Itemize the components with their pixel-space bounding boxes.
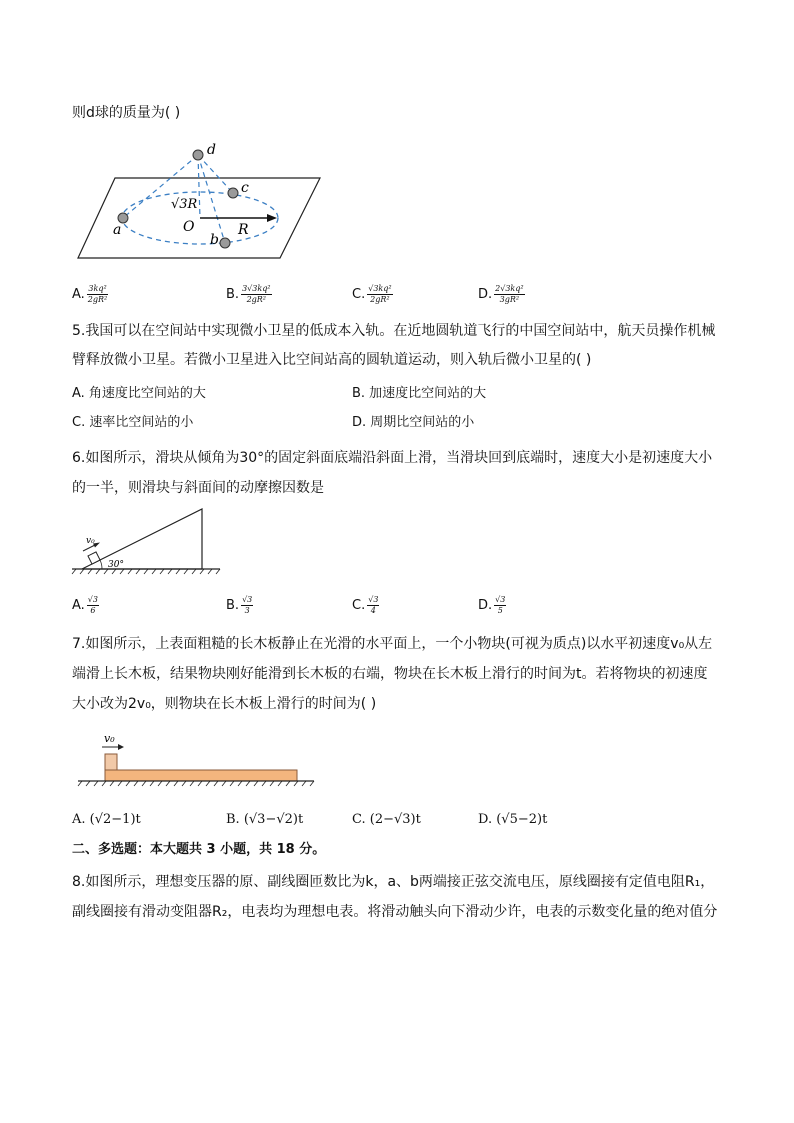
q5-option-c[interactable]: C. 速率比空间站的小 bbox=[72, 415, 194, 430]
q7-option-c[interactable]: C. (2−√3)t bbox=[352, 812, 421, 827]
q6-option-d[interactable]: D. $\frac{√3}{5}$ bbox=[478, 595, 506, 615]
q6-label-v0: v₀ bbox=[86, 536, 95, 546]
q5-stem-line1: 5.我国可以在空间站中实现微小卫星的低成本入轨。在近地圆轨道飞行的中国空间站中，航天员操作机械 bbox=[72, 323, 716, 339]
label-a: a bbox=[113, 222, 122, 238]
q5-option-d[interactable]: D. 周期比空间站的小 bbox=[352, 415, 475, 430]
q6-option-a[interactable]: A. $\frac{√3}{6}$ bbox=[72, 595, 98, 615]
q8-stem-line2: 副线圈接有滑动变阻器R₂，电表均为理想电表。将滑动触头向下滑动少许，电表的示数变化量的绝对值分 bbox=[72, 904, 718, 920]
q4-option-d[interactable]: D. $\frac{\text{2√3kq²}}{\text{3gR²}}$ bbox=[478, 284, 524, 304]
q7-option-a[interactable]: A. (√2−1)t bbox=[72, 812, 141, 827]
q6-option-c[interactable]: C. $\frac{√3}{4}$ bbox=[352, 595, 379, 615]
q7-stem-line3: 大小改为2v₀，则物块在长木板上滑行的时间为( ) bbox=[72, 696, 377, 712]
q5-option-a[interactable]: A. 角速度比空间站的大 bbox=[72, 386, 206, 401]
label-sqrt3R: √3R bbox=[171, 197, 198, 212]
label-c: c bbox=[241, 180, 249, 196]
q4-option-a[interactable]: A. $\frac{\text{3kq²}}{\text{2gR²}}$ bbox=[72, 284, 108, 304]
q6-stem-line2: 的一半，则滑块与斜面间的动摩擦因数是 bbox=[72, 480, 324, 496]
label-b: b bbox=[210, 232, 219, 248]
q6-label-angle: 30° bbox=[108, 560, 124, 570]
q7-board-figure bbox=[76, 728, 316, 790]
section-title-multiple-choice: 二、多选题：本大题共 3 小题，共 18 分。 bbox=[72, 842, 326, 857]
q4-question-tail: 则d球的质量为( ) bbox=[72, 105, 181, 121]
q6-incline-figure bbox=[72, 505, 222, 575]
q8-stem-line1: 8.如图所示，理想变压器的原、副线圈匝数比为k，a、b两端接正弦交流电压，原线圈接有定值电阻R₁， bbox=[72, 874, 715, 890]
q5-option-b[interactable]: B. 加速度比空间站的大 bbox=[352, 386, 487, 401]
label-R: R bbox=[238, 222, 249, 238]
q7-stem-line1: 7.如图所示，上表面粗糙的长木板静止在光滑的水平面上，一个小物块(可视为质点)以水平初速度v₀从左 bbox=[72, 636, 713, 652]
label-O: O bbox=[183, 219, 195, 235]
q6-stem-line1: 6.如图所示，滑块从倾角为30°的固定斜面底端沿斜面上滑，当滑块回到底端时，速度大小是初速度大小 bbox=[72, 450, 713, 466]
q4-option-b[interactable]: B. $\frac{\text{3√3kq²}}{\text{2gR²}}$ bbox=[226, 284, 271, 304]
q4-option-c[interactable]: C. $\frac{\text{√3kq²}}{\text{2gR²}}$ bbox=[352, 284, 392, 304]
label-d: d bbox=[207, 142, 216, 158]
q4-figure bbox=[75, 140, 325, 262]
q5-stem-line2: 臂释放微小卫星。若微小卫星进入比空间站高的圆轨道运动，则入轨后微小卫星的( ) bbox=[72, 352, 592, 368]
q7-stem-line2: 端滑上长木板，结果物块刚好能滑到长木板的右端，物块在长木板上滑行的时间为t。若将物块的初速度 bbox=[72, 666, 708, 682]
q6-option-b[interactable]: B. $\frac{√3}{3}$ bbox=[226, 595, 253, 615]
q7-option-d[interactable]: D. (√5−2)t bbox=[478, 812, 548, 827]
q7-label-v0: v₀ bbox=[104, 732, 115, 745]
q7-option-b[interactable]: B. (√3−√2)t bbox=[226, 812, 304, 827]
